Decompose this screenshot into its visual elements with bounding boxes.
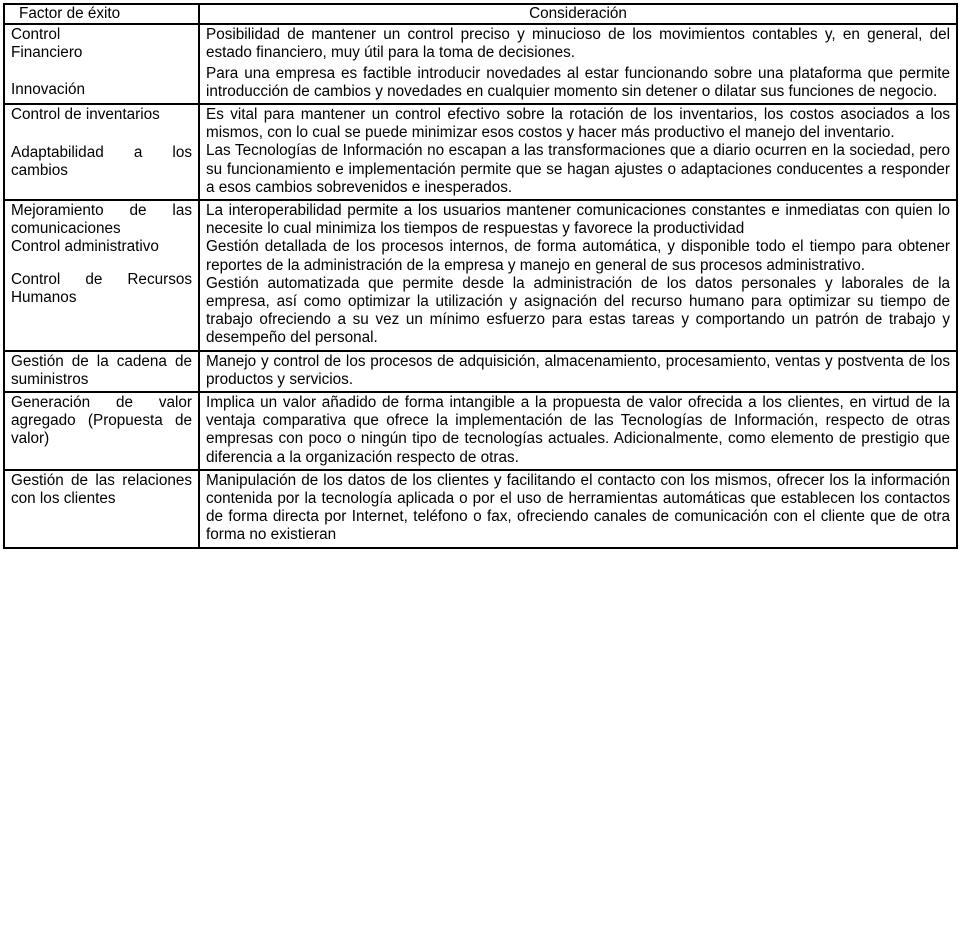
consideration-text: Es vital para mantener un control efectivo sobre la rotación de los inventarios, los costos asociados a los mismos, con lo cual se puede minimizar esos costos y hacer más productivo el manejo del inventario. (206, 106, 950, 142)
factor-label: Gestión de las relaciones con los clientes (11, 471, 192, 508)
consideration-cell (199, 392, 957, 470)
factor-label: Gestión de la cadena de suministros (11, 352, 192, 388)
header-consideration: Consideración (199, 4, 957, 24)
factor-label: Control de inventarios (11, 106, 160, 124)
consideration-text: Implica un valor añadido de forma intangible a la propuesta de valor ofrecida a los clientes, en virtud de la ventaja comparativa que ofrece la implementación de las Tecnologías de Información, respecto de otras empresas con poco o ningún tipo de tecnologías actuales. Adicionalmente, como elemento de prestigio que diferencia a la organización respecto de otras. (206, 394, 950, 466)
factor-cell (4, 392, 199, 470)
consideration-text: Gestión detallada de los procesos internos, de forma automática, y disponible todo el tiempo para obtener reportes de la administración de la empresa y manejo en general de sus procesos administrativo. (206, 238, 950, 274)
factor-label: Mejoramiento de las comunicaciones (11, 202, 192, 238)
table-row (4, 24, 957, 104)
factor-cell (4, 351, 199, 392)
consideration-text: Posibilidad de mantener un control preciso y minucioso de los movimientos contables y, en general, del estado financiero, muy útil para la toma de decisiones. (206, 26, 950, 62)
consideration-cell (199, 104, 957, 200)
consideration-cell (199, 351, 957, 392)
consideration-cell (199, 470, 957, 548)
table-row (4, 392, 957, 470)
factor-cell (4, 470, 199, 548)
factor-label: Generación de valor agregado (Propuesta de valor) (11, 394, 192, 448)
factor-cell (4, 200, 199, 351)
consideration-text: Gestión automatizada que permite desde la administración de los datos personales y laborales de la empresa, así como optimizar la utilización y asignación del recurso humano para optimizar su tiempo de trabajo ofreciendo a su vez un mínimo esfuerzo para estas tareas y comportando un patrón de trabajo y desempeño del personal. (206, 274, 950, 347)
factor-label: Adaptabilidad a los cambios (11, 144, 192, 180)
success-factors-table (3, 3, 958, 549)
factor-cell (4, 104, 199, 200)
consideration-text: Las Tecnologías de Información no escapan a las transformaciones que a diario ocurren en la sociedad, pero su funcionamiento e implementación permite que se hagan ajustes o adaptaciones conducentes a responder a esos cambios sobrevenidos e inesperados. (206, 142, 950, 196)
table-row (4, 104, 957, 200)
table-row (4, 351, 957, 392)
consideration-text: Manipulación de los datos de los clientes y facilitando el contacto con los mismos, ofrecer los la información contenida por la tecnología aplicada o por el uso de herramientas automáticas que establecen los contactos de forma directa por Internet, teléfono o fax, ofreciendo canales de comunicación con el cliente que de otra forma no existieran (206, 471, 950, 544)
factor-label: Innovación (11, 80, 85, 98)
factor-cell (4, 24, 199, 104)
factor-label: Control administrativo (11, 238, 159, 256)
factor-label: Control Financiero (11, 26, 83, 62)
consideration-text: Para una empresa es factible introducir novedades al estar funcionando sobre una plataforma que permite introducción de cambios y novedades en cualquier momento sin detener o dilatar sus funciones de negocio. (206, 64, 950, 100)
table-row (4, 470, 957, 548)
table-row (4, 200, 957, 351)
factor-label: Control de Recursos Humanos (11, 270, 192, 306)
consideration-text: Manejo y control de los procesos de adquisición, almacenamiento, procesamiento, ventas y postventa de los productos y servicios. (206, 352, 950, 388)
consideration-cell (199, 200, 957, 351)
consideration-text: La interoperabilidad permite a los usuarios mantener comunicaciones constantes e inmediatas con quien lo necesite lo cual minimiza los tiempos de respuestas y favorece la productividad (206, 202, 950, 238)
consideration-cell (199, 24, 957, 104)
table-header-row (4, 4, 957, 24)
header-factor: Factor de éxito (4, 4, 199, 24)
